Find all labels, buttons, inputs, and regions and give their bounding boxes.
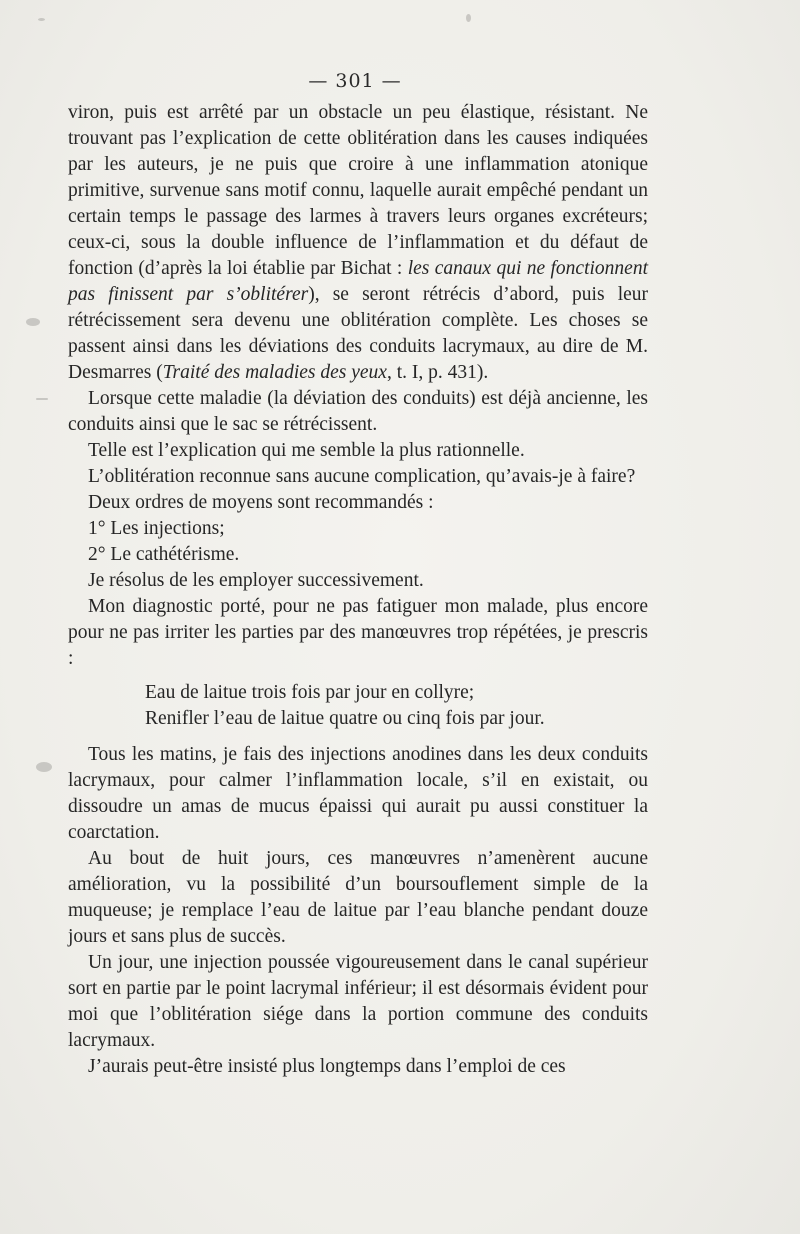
page-number: — 301 —	[308, 70, 402, 92]
paragraph: Telle est l’explication qui me semble la plus rationnelle.	[88, 440, 525, 461]
paragraph-text: viron, puis est arrêté par un obstacle un peu élastique, résistant. Ne trouvant pas l’explication de cette oblitération dans les causes indiquées par les auteurs, je ne puis que croire à une inflammation atonique primitive, survenue sans motif connu, laquelle aurait empêché pendant un certain temps le passage des larmes à travers leurs organes excréteurs; ceux-ci, sous la double influence de l’inflammation et du défaut de fonction (d’après la loi établie par Bichat :	[68, 102, 648, 279]
ink-speck	[36, 762, 52, 772]
prescription-line: Renifler l’eau de laitue quatre ou cinq fois par jour.	[145, 708, 545, 729]
paragraph: Lorsque cette maladie (la déviation des conduits) est déjà ancienne, les conduits ainsi que le sac se rétrécissent.	[68, 388, 648, 435]
list-item: 1° Les injections;	[88, 518, 225, 539]
list-item: 2° Le cathétérisme.	[88, 544, 240, 565]
prescription	[145, 680, 648, 732]
paragraph: L’oblitération reconnue sans aucune complication, qu’avais-je à faire?	[88, 466, 636, 487]
paragraph-text: ), se seront rétrécis d’abord, puis leur rétrécissement sera devenu une oblitération complète. Les choses se passent ainsi dans les déviations des conduits lacrymaux, au dire de M. Desmarres (	[68, 284, 649, 383]
paragraph: Un jour, une injection poussée vigoureusement dans le canal supérieur sort en partie par le point lacrymal inférieur; il est désormais évident pour moi que l’oblitération siége dans la portion commune des conduits lacrymaux.	[68, 952, 648, 1051]
ink-speck	[26, 318, 40, 326]
ink-speck	[36, 398, 48, 400]
ink-speck	[466, 14, 471, 22]
paragraph	[68, 100, 648, 386]
paragraph: Tous les matins, je fais des injections anodines dans les deux conduits lacrymaux, pour calmer l’inflammation locale, s’il en existait, ou dissoudre un amas de mucus épaissi qui aurait pu aussi constituer la coarctation.	[68, 744, 648, 843]
body-text	[68, 100, 648, 1080]
italic-title: Traité des maladies des yeux	[162, 362, 387, 383]
paragraph: J’aurais peut-être insisté plus longtemps dans l’emploi de ces	[88, 1056, 566, 1077]
prescription-line: Eau de laitue trois fois par jour en collyre;	[145, 682, 475, 703]
paragraph: Au bout de huit jours, ces manœuvres n’amenèrent aucune amélioration, vu la possibilité d’un boursouflement simple de la muqueuse; je remplace l’eau de laitue par l’eau blanche pendant douze jours et sans plus de succès.	[68, 848, 648, 947]
paragraph: Je résolus de les employer successivement.	[88, 570, 424, 591]
paragraph: Mon diagnostic porté, pour ne pas fatiguer mon malade, plus encore pour ne pas irriter les parties par des manœuvres trop répétées, je prescris :	[68, 596, 648, 669]
paragraph-text: , t. I, p. 431).	[386, 362, 489, 383]
paragraph: Deux ordres de moyens sont recommandés :	[88, 492, 434, 513]
ink-speck	[38, 18, 45, 21]
italic-quote: les canaux qui ne fonctionnent pas finissent par s’oblitérer	[68, 258, 648, 305]
